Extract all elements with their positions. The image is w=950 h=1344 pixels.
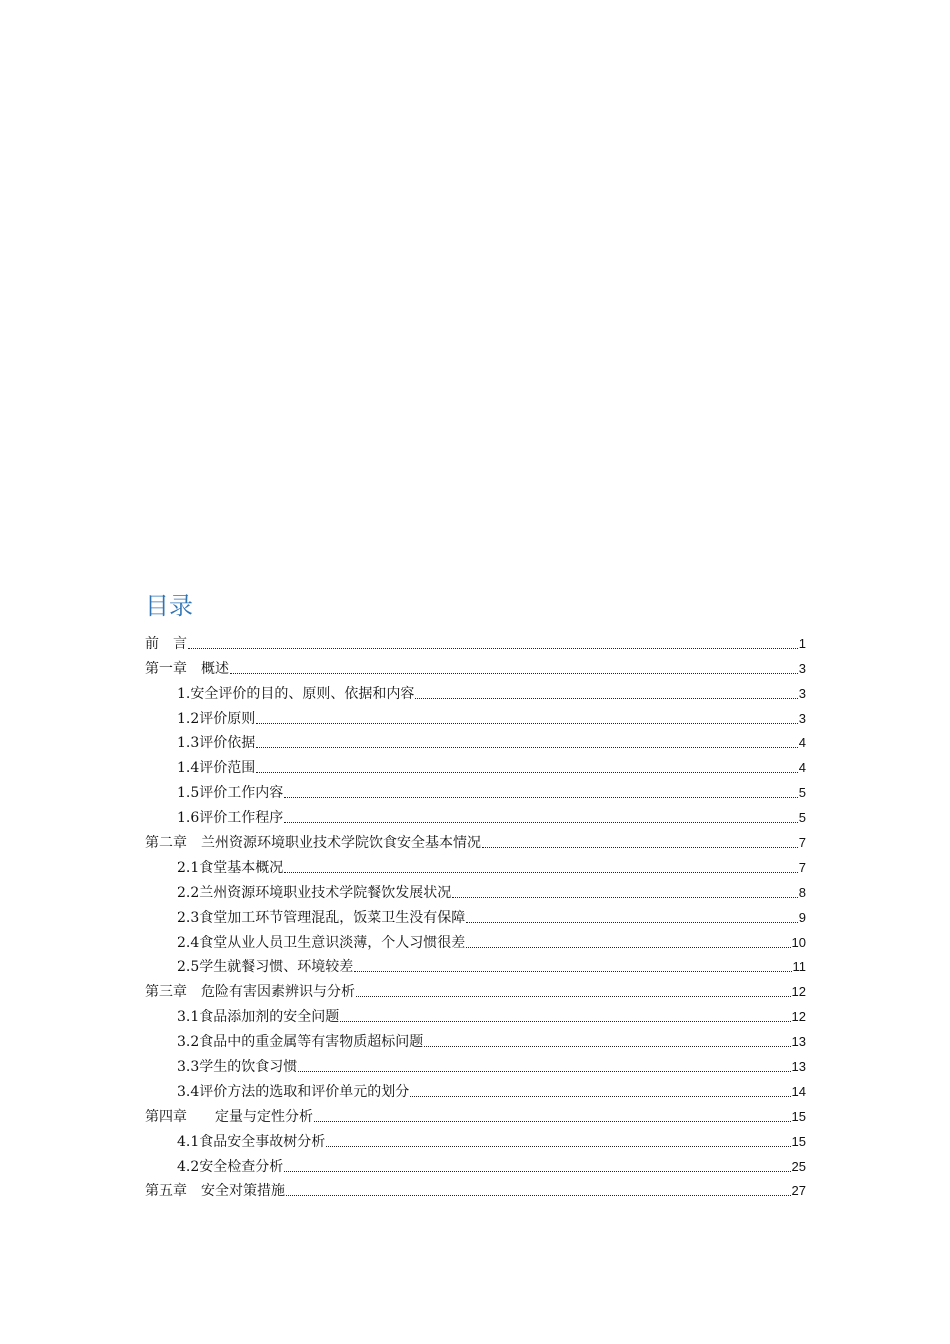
toc-entry[interactable] xyxy=(145,728,806,753)
dot-leader xyxy=(230,673,798,674)
toc-entry-page-number: 14 xyxy=(791,1083,806,1099)
toc-entry-label: 第一章 概述 xyxy=(145,660,229,677)
dot-leader xyxy=(326,1146,790,1147)
dot-leader xyxy=(466,922,798,923)
toc-entry[interactable] xyxy=(145,1101,806,1126)
toc-entry-page-number: 12 xyxy=(791,984,806,1000)
toc-entries xyxy=(145,628,806,1200)
toc-entry[interactable] xyxy=(145,877,806,902)
toc-entry-page-number: 10 xyxy=(791,934,806,950)
toc-entry-page-number: 15 xyxy=(791,1133,806,1149)
toc-entry-label: 1.5评价工作内容 xyxy=(177,785,284,802)
toc-title: 目录 xyxy=(145,592,193,620)
toc-entry[interactable] xyxy=(145,1051,806,1076)
toc-entry[interactable] xyxy=(145,802,806,827)
dot-leader xyxy=(314,1121,791,1122)
toc-entry-label: 1.3评价依据 xyxy=(177,735,256,752)
toc-entry[interactable] xyxy=(145,902,806,927)
toc-entry-page-number: 9 xyxy=(798,909,806,925)
toc-entry[interactable] xyxy=(145,628,806,653)
toc-entry[interactable] xyxy=(145,1026,806,1051)
toc-entry[interactable] xyxy=(145,653,806,678)
toc-entry-label: 4.1食品安全事故树分析 xyxy=(177,1133,326,1150)
toc-entry[interactable] xyxy=(145,976,806,1001)
toc-entry[interactable] xyxy=(145,1176,806,1201)
toc-entry[interactable] xyxy=(145,1126,806,1151)
toc-entry[interactable] xyxy=(145,927,806,952)
toc-entry-label: 2.4食堂从业人员卫生意识淡薄，个人习惯很差 xyxy=(177,934,466,951)
toc-entry-label: 1.4评价范围 xyxy=(177,760,256,777)
dot-leader xyxy=(452,897,798,898)
dot-leader xyxy=(424,1046,790,1047)
toc-entry[interactable] xyxy=(145,777,806,802)
toc-entry-page-number: 5 xyxy=(798,785,806,801)
toc-entry-label: 第四章 定量与定性分析 xyxy=(145,1108,313,1125)
toc-entry[interactable] xyxy=(145,852,806,877)
toc-entry-label: 3.2食品中的重金属等有害物质超标问题 xyxy=(177,1034,424,1051)
toc-entry[interactable] xyxy=(145,703,806,728)
toc-entry-page-number: 8 xyxy=(798,884,806,900)
toc-entry-label: 2.1食堂基本概况 xyxy=(177,859,284,876)
dot-leader xyxy=(284,1171,790,1172)
toc-entry-label: 1.2评价原则 xyxy=(177,710,256,727)
toc-entry-label: 4.2安全检查分析 xyxy=(177,1158,284,1175)
toc-entry-page-number: 12 xyxy=(791,1009,806,1025)
toc-entry-page-number: 15 xyxy=(791,1108,806,1124)
toc-entry[interactable] xyxy=(145,952,806,977)
toc-entry-label: 1.安全评价的目的、原则、依据和内容 xyxy=(177,685,415,702)
toc-entry[interactable] xyxy=(145,678,806,703)
toc-entry-page-number: 1 xyxy=(798,635,806,651)
toc-entry-label: 2.2兰州资源环境职业技术学院餐饮发展状况 xyxy=(177,884,452,901)
toc-entry-label: 第二章 兰州资源环境职业技术学院饮食安全基本情况 xyxy=(145,835,481,852)
dot-leader xyxy=(284,872,798,873)
toc-entry-page-number: 7 xyxy=(798,835,806,851)
toc-entry-label: 3.4评价方法的选取和评价单元的划分 xyxy=(177,1083,410,1100)
toc-entry-page-number: 4 xyxy=(798,760,806,776)
toc-entry-page-number: 13 xyxy=(791,1059,806,1075)
toc-entry-label: 3.3学生的饮食习惯 xyxy=(177,1059,298,1076)
dot-leader xyxy=(286,1195,791,1196)
dot-leader xyxy=(284,797,798,798)
toc-entry-page-number: 27 xyxy=(791,1183,806,1199)
toc-entry-label: 第三章 危险有害因素辨识与分析 xyxy=(145,984,355,1001)
dot-leader xyxy=(466,947,790,948)
toc-entry-page-number: 7 xyxy=(798,859,806,875)
toc-entry-label: 2.5学生就餐习惯、环境较差 xyxy=(177,959,354,976)
dot-leader xyxy=(354,971,791,972)
dot-leader xyxy=(356,996,791,997)
toc-entry-label: 2.3食堂加工环节管理混乱，饭菜卫生没有保障 xyxy=(177,909,466,926)
toc-entry-page-number: 4 xyxy=(798,735,806,751)
dot-leader xyxy=(340,1021,790,1022)
dot-leader xyxy=(410,1096,790,1097)
table-of-contents xyxy=(145,588,806,1200)
toc-entry[interactable] xyxy=(145,1001,806,1026)
toc-entry-label: 前 言 xyxy=(145,635,187,652)
toc-entry-page-number: 3 xyxy=(798,685,806,701)
toc-entry[interactable] xyxy=(145,1076,806,1101)
toc-entry[interactable] xyxy=(145,1151,806,1176)
toc-entry-page-number: 3 xyxy=(798,660,806,676)
toc-entry-label: 3.1食品添加剂的安全问题 xyxy=(177,1009,340,1026)
toc-entry-page-number: 25 xyxy=(791,1158,806,1174)
toc-entry-page-number: 3 xyxy=(798,710,806,726)
toc-entry[interactable] xyxy=(145,827,806,852)
toc-entry-label: 第五章 安全对策措施 xyxy=(145,1183,285,1200)
dot-leader xyxy=(298,1071,790,1072)
toc-entry-page-number: 13 xyxy=(791,1034,806,1050)
dot-leader xyxy=(284,822,798,823)
toc-entry-label: 1.6评价工作程序 xyxy=(177,810,284,827)
dot-leader xyxy=(188,648,798,649)
dot-leader xyxy=(256,772,798,773)
dot-leader xyxy=(256,747,798,748)
toc-entry-page-number: 11 xyxy=(792,959,806,975)
dot-leader xyxy=(482,847,798,848)
dot-leader xyxy=(256,723,798,724)
dot-leader xyxy=(415,698,797,699)
toc-entry-page-number: 5 xyxy=(798,810,806,826)
toc-entry[interactable] xyxy=(145,752,806,777)
